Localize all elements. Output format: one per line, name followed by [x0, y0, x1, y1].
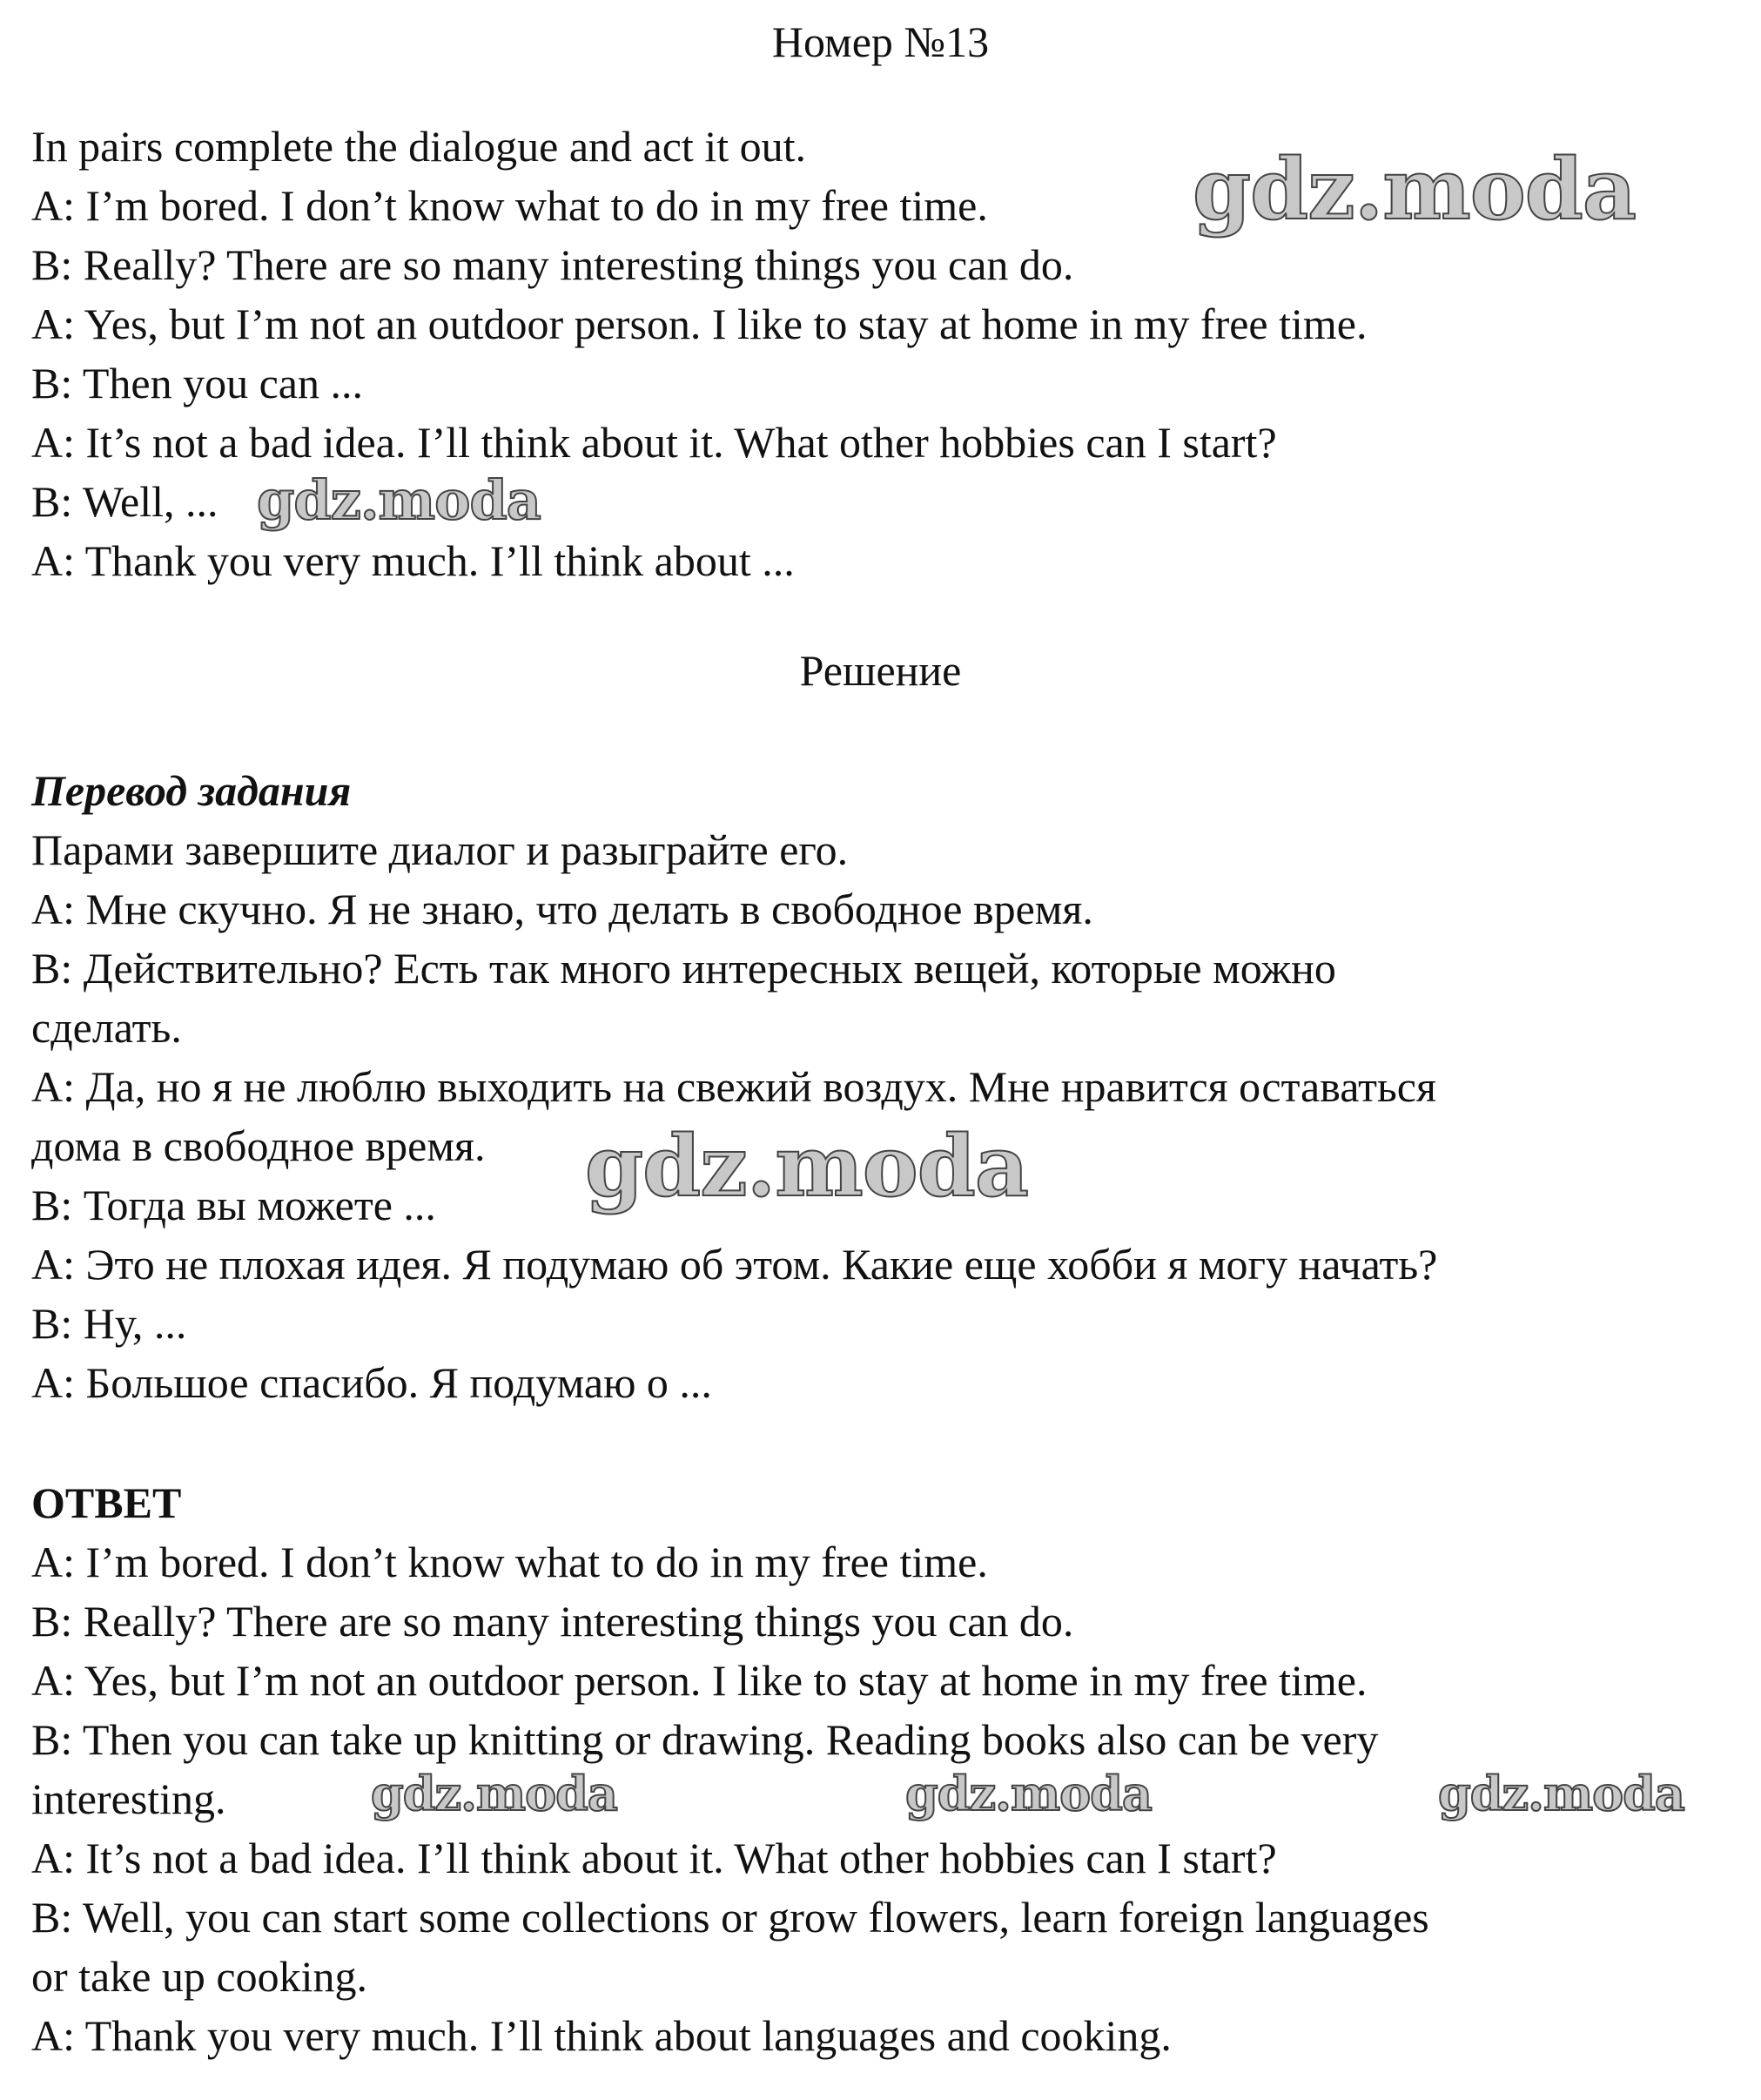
translation-line: Парами завершите диалог и разыграйте его. [31, 825, 849, 874]
translation-line: B: Ну, ... [31, 1299, 187, 1348]
translation-line: B: Действительно? Есть так много интересных вещей, которые можно [31, 944, 1336, 993]
answer-line: B: Well, you can start some collections or grow flowers, learn foreign languages [31, 1893, 1429, 1942]
translation-line: A: Мне скучно. Я не знаю, что делать в свободное время. [31, 885, 1093, 933]
watermark-logo: gdz.moda [585, 1117, 1029, 1215]
answer-line: or take up cooking. [31, 1952, 368, 2001]
task-line: B: Then you can ... [31, 359, 363, 407]
solution-title: Решение [799, 646, 962, 695]
task-line: B: Really? There are so many interesting things you can do. [31, 240, 1074, 289]
watermark-logo: gdz.moda [1438, 1766, 1684, 1821]
task-line: A: Yes, but I’m not an outdoor person. I like to stay at home in my free time. [31, 300, 1368, 348]
answer-line: A: It’s not a bad idea. I’ll think about it. What other hobbies can I start? [31, 1834, 1277, 1882]
translation-heading: Перевод задания [31, 766, 352, 815]
translation-line: дома в свободное время. [31, 1121, 486, 1170]
watermark-logo: gdz.moda [371, 1766, 617, 1821]
watermark-logo: gdz.moda [905, 1766, 1152, 1821]
translation-line: A: Это не плохая идея. Я подумаю об этом. Какие еще хобби я могу начать? [31, 1240, 1438, 1289]
page-title: Номер №13 [771, 17, 990, 66]
answer-line: A: Thank you very much. I’ll think about languages and cooking. [31, 2011, 1172, 2060]
task-line: A: Thank you very much. I’ll think about ... [31, 536, 795, 585]
task-line: A: I’m bored. I don’t know what to do in my free time. [31, 181, 988, 230]
answer-line: A: I’m bored. I don’t know what to do in my free time. [31, 1538, 988, 1586]
task-line: A: It’s not a bad idea. I’ll think about it. What other hobbies can I start? [31, 418, 1277, 467]
watermark-logo: gdz.moda [257, 468, 541, 532]
answer-line: B: Then you can take up knitting or drawing. Reading books also can be very [31, 1715, 1379, 1764]
task-line: In pairs complete the dialogue and act it out. [31, 122, 806, 171]
translation-line: A: Большое спасибо. Я подумаю о ... [31, 1358, 712, 1407]
answer-line: B: Really? There are so many interesting things you can do. [31, 1597, 1074, 1646]
answer-line: interesting. [31, 1774, 226, 1823]
answer-line: A: Yes, but I’m not an outdoor person. I like to stay at home in my free time. [31, 1656, 1368, 1705]
task-line: B: Well, ... [31, 477, 218, 526]
translation-line: A: Да, но я не люблю выходить на свежий воздух. Мне нравится оставаться [31, 1062, 1436, 1111]
translation-line: сделать. [31, 1003, 182, 1052]
answer-heading: ОТВЕТ [31, 1478, 182, 1527]
watermark-logo: gdz.moda [1193, 140, 1637, 239]
translation-line: B: Тогда вы можете ... [31, 1181, 436, 1229]
